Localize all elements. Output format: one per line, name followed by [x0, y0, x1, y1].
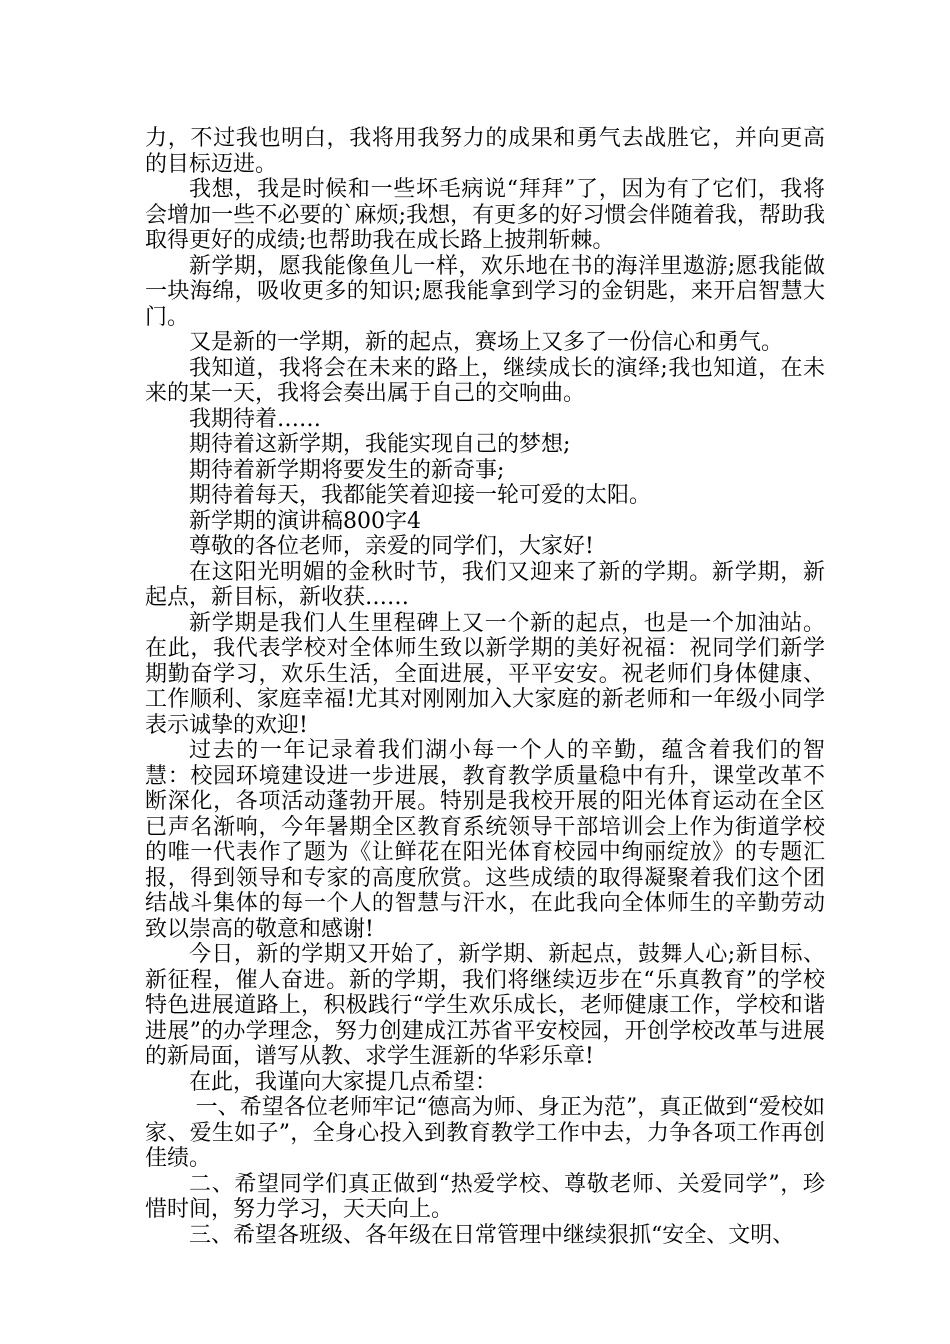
paragraph: 期待着这新学期，我能实现自己的梦想; [189, 432, 571, 457]
paragraph: 我知道，我将会在未来的路上，继续成长的演绎;我也知道，在未来的某一天，我将会奏出属于自己的交响曲。 [145, 355, 825, 406]
paragraph: 期待着每天，我都能笑着迎接一轮可爱的太阳。 [189, 483, 652, 508]
paragraph: 新学期，愿我能像鱼儿一样，欢乐地在书的海洋里遨游;愿我能做一块海绵，吸收更多的知识;愿我能拿到学习的金钥匙，来开启智慧大门。 [145, 253, 825, 330]
paragraph: 我期待着…… [189, 406, 322, 432]
list-item: 二、希望同学们真正做到“热爱学校、尊敬老师、关爱同学”，珍惜时间，努力学习，天天向上。 [145, 1171, 825, 1222]
paragraph: 新学期是我们人生里程碑上又一个新的起点，也是一个加油站。在此，我代表学校对全体师生致以新学期的美好祝福：祝同学们新学期勤奋学习，欢乐生活，全面进展，平平安安。祝老师们身体健康、工作顺利、家庭幸福!尤其对刚刚加入大家庭的新老师和一年级小同学表示诚挚的欢迎! [145, 610, 825, 738]
paragraph: 期待着新学期将要发生的新奇事; [189, 457, 505, 483]
list-item: 三、希望各班级、各年级在日常管理中继续狠抓“安全、文明、 [189, 1222, 795, 1248]
paragraph: 今日，新的学期又开始了，新学期、新起点，鼓舞人心;新目标、新征程，催人奋进。新的学期，我们将继续迈步在“乐真教育”的学校特色进展道路上，积极践行“学生欢乐成长，老师健康工作，学校和谐进展”的办学理念，努力创建成江苏省平安校园，开创学校改革与进展的新局面，谱写从教、求学生涯新的华彩乐章! [145, 942, 825, 1069]
paragraph: 过去的一年记录着我们湖小每一个人的辛勤，蕴含着我们的智慧：校园环境建设进一步进展，教育教学质量稳中有升，课堂改革不断深化，各项活动蓬勃开展。特别是我校开展的阳光体育运动在全区已声名渐响，今年暑期全区教育系统领导干部培训会上作为街道学校的唯一代表作了题为《让鲜花在阳光体育校园中绚丽绽放》的专题汇报，得到领导和专家的高度欣赏。这些成绩的取得凝聚着我们这个团结战斗集体的每一个人的智慧与汗水，在此我向全体师生的辛勤劳动致以崇高的敬意和感谢! [145, 738, 825, 942]
paragraph: 在这阳光明媚的金秋时节，我们又迎来了新的学期。新学期，新起点，新目标，新收获…… [145, 559, 825, 610]
paragraph: 力，不过我也明白，我将用我努力的成果和勇气去战胜它，并向更高的目标迈进。 [145, 126, 825, 177]
paragraph: 在此，我谨向大家提几点希望： [189, 1069, 498, 1095]
paragraph: 又是新的一学期，新的起点，赛场上又多了一份信心和勇气。 [189, 330, 784, 355]
document-body [145, 126, 825, 1248]
paragraph: 我想，我是时候和一些坏毛病说“拜拜”了，因为有了它们，我将会增加一些不必要的`麻烦;我想，有更多的好习惯会伴随着我，帮助我取得更好的成绩;也帮助我在成长路上披荆斩棘。 [145, 177, 825, 253]
greeting: 尊敬的各位老师，亲爱的同学们，大家好! [189, 534, 594, 559]
list-item: 一、希望各位老师牢记“德高为师、身正为范”，真正做到“爱校如家、爱生如子”，全身心投入到教育教学工作中去，力争各项工作再创佳绩。 [145, 1095, 825, 1171]
section-heading: 新学期的演讲稿800字4 [189, 508, 421, 534]
